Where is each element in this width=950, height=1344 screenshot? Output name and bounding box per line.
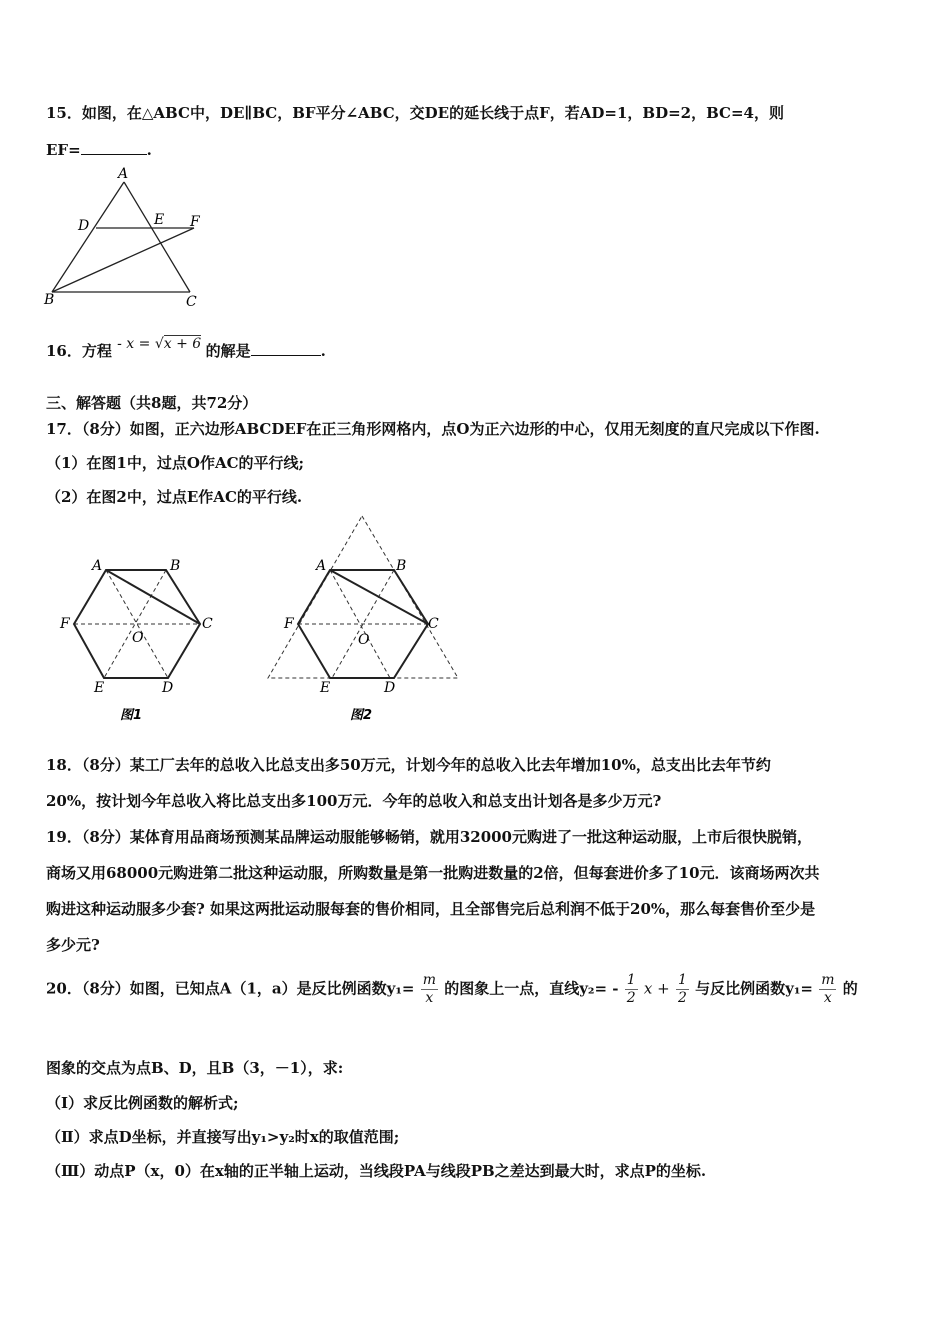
q16-line [46, 336, 326, 361]
q16-suffix: 的解是 [205, 342, 251, 360]
label-D: D [78, 218, 90, 234]
q16-end: . [320, 342, 326, 360]
q20-text-3: x + [643, 979, 670, 998]
q17-part2: （2）在图2中，过点E作AC的平行线. [46, 488, 303, 506]
fig1-label-O: O [132, 630, 144, 646]
q20-part1: （Ⅰ）求反比例函数的解析式; [46, 1094, 239, 1112]
q16-prefix: 16．方程 [46, 342, 112, 360]
q19-line3: 购进这种运动服多少套? 如果这两批运动服每套的售价相同，且全部售完后总利润不低于20%，那么每套售价至少是 [46, 900, 816, 918]
label-F: F [190, 214, 200, 230]
q19-line2: 商场又用68000元购进第二批这种运动服，所购数量是第一批购进数量的2倍，但每套进价多了10元．该商场两次共 [46, 864, 820, 882]
sqrt-icon: √ [154, 336, 164, 352]
q20-text-5: 的 [842, 979, 858, 998]
q20-part3: （Ⅲ）动点P（x，0）在x轴的正半轴上运动，当线段PA与线段PB之差达到最大时，求点P的坐标. [46, 1162, 707, 1180]
fig2-label-O: O [358, 632, 370, 648]
fig2-label-D: D [384, 680, 396, 696]
fig1-label-A: A [92, 558, 103, 574]
q19-line1: 19．（8分）某体育用品商场预测某品牌运动服能够畅销，就用32000元购进了一批这种运动服，上市后很快脱销， [46, 828, 813, 846]
q20-line1 [46, 972, 858, 1007]
q15-line1: 15．如图，在△ABC中，DE∥BC，BF平分∠ABC，交DE的延长线于点F，若AD=1，BD=2，BC=4，则 [46, 104, 784, 122]
q16-equation [117, 336, 206, 352]
fig1-caption: 图1 [120, 708, 143, 723]
fraction-1-over-2-a: $\frac{1}{2}$ [626, 972, 636, 1006]
fig2-label-C: C [428, 616, 439, 632]
fig2-caption: 图2 [350, 708, 373, 723]
label-C: C [186, 294, 197, 310]
segment-AC [106, 570, 200, 624]
label-B: B [44, 292, 55, 308]
outer-triangle [268, 516, 458, 678]
q15-triangle-figure [40, 164, 210, 310]
fig1-label-F: F [60, 616, 70, 632]
fig2-label-A: A [316, 558, 327, 574]
q17-part1: （1）在图1中，过点O作AC的平行线; [46, 454, 305, 472]
q17-figure1 [58, 556, 228, 726]
q15-answer-blank [81, 140, 147, 155]
q15-ef-label: EF= [46, 141, 81, 159]
q15-period: . [146, 141, 152, 159]
fig2-label-F: F [284, 616, 294, 632]
fig1-label-E: E [94, 680, 105, 696]
fig1-label-C: C [202, 616, 213, 632]
q15-line2 [46, 140, 152, 159]
fig1-label-B: B [170, 558, 181, 574]
q17-figure2 [262, 510, 462, 726]
q16-eq-left: - x = [117, 336, 151, 352]
q20-text-2: 的图象上一点，直线y₂= - [444, 979, 619, 998]
q16-answer-blank [251, 341, 321, 356]
fig2-label-B: B [396, 558, 407, 574]
q20-part2: （Ⅱ）求点D坐标，并直接写出y₁>y₂时x的取值范围; [46, 1128, 400, 1146]
fraction-1-over-2-b: $\frac{1}{2}$ [677, 972, 687, 1006]
segment-AC [124, 182, 190, 292]
q18-line2: 20%，按计划今年总收入将比总支出多100万元．今年的总收入和总支出计划各是多少万元? [46, 792, 662, 810]
q17-line1: 17．（8分）如图，正六边形ABCDEF在正三角形网格内，点O为正六边形的中心，仅用无刻度的直尺完成以下作图. [46, 420, 820, 438]
fraction-m-over-x-2: $\frac{m}{x}$ [821, 972, 835, 1006]
fraction-m-over-x-1: $\frac{m}{x}$ [422, 972, 436, 1006]
fig1-label-D: D [162, 680, 174, 696]
label-A: A [118, 166, 129, 182]
fig2-label-E: E [320, 680, 331, 696]
q18-line1: 18．（8分）某工厂去年的总收入比总支出多50万元，计划今年的总收入比去年增加10%，总支出比去年节约 [46, 756, 771, 774]
q20-text-1: 20．（8分）如图，已知点A（1，a）是反比例函数y₁= [46, 979, 415, 998]
q20-text-4: 与反比例函数y₁= [695, 979, 813, 998]
q20-line2: 图象的交点为点B、D，且B（3，－1），求: [46, 1059, 344, 1077]
section3-heading: 三、解答题（共8题，共72分） [46, 394, 258, 412]
q16-radicand: x + 6 [163, 336, 202, 352]
label-E: E [154, 212, 165, 228]
q19-line4: 多少元? [46, 936, 100, 954]
